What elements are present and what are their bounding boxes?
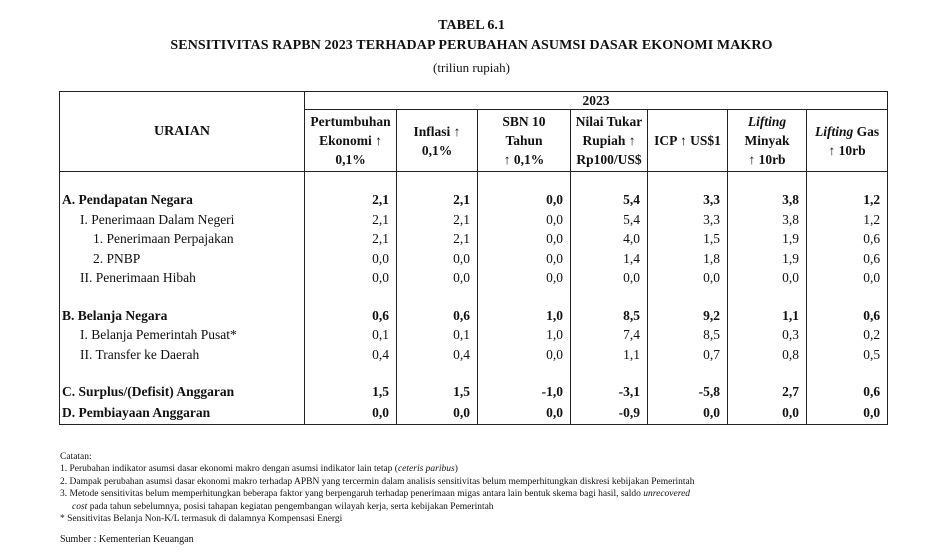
table-cell: 0,0 [478, 268, 571, 288]
note-3: 3. Metode sensitivitas belum memperhitungkan beberapa faktor yang berpengaruh terhadap penerimaan migas antara lain bentuk skema bagi hasil, saldo unrecovered [60, 489, 691, 500]
table-cell: 0,0 [478, 210, 571, 230]
table-row [60, 210, 888, 230]
table-row [60, 345, 888, 365]
table-cell: 1,0 [478, 306, 571, 326]
table-cell: 1,8 [648, 249, 728, 269]
row-label: D. Pembiayaan Anggaran [60, 402, 305, 425]
table-cell: 1,5 [648, 229, 728, 249]
table-row [60, 249, 888, 269]
table-cell: 0,0 [305, 268, 397, 288]
table-cell: -5,8 [648, 382, 728, 402]
table-cell: 0,0 [478, 402, 571, 425]
table-cell: 2,7 [728, 382, 807, 402]
note-1: 1. Perubahan indikator asumsi dasar ekonomi makro dengan asumsi indikator lain tetap (ceteris paribus) [60, 464, 458, 475]
row-label: B. Belanja Negara [60, 306, 305, 326]
sensitivity-table [59, 91, 888, 425]
header-lifting-gas: Lifting Gas ↑ 10rb [807, 110, 888, 172]
table-cell: 0,3 [728, 325, 807, 345]
table-cell: -0,9 [571, 402, 648, 425]
table-cell: 0,0 [478, 345, 571, 365]
table-cell: 0,6 [397, 306, 478, 326]
table-cell: 0,0 [807, 402, 888, 425]
table-row [60, 190, 888, 210]
table-cell: 0,5 [807, 345, 888, 365]
table-cell: 1,5 [305, 382, 397, 402]
table-cell: 0,0 [728, 268, 807, 288]
row-label: I. Penerimaan Dalam Negeri [60, 210, 305, 230]
header-sbn: SBN 10 Tahun ↑ 0,1% [478, 110, 571, 172]
table-cell: 1,2 [807, 190, 888, 210]
table-cell: 4,0 [571, 229, 648, 249]
row-label: II. Transfer ke Daerah [60, 345, 305, 365]
row-label: I. Belanja Pemerintah Pusat* [60, 325, 305, 345]
table-cell: 5,4 [571, 190, 648, 210]
table-cell: 2,1 [397, 190, 478, 210]
notes-heading: Catatan: [60, 452, 92, 462]
header-icp: ICP ↑ US$1 [648, 110, 728, 172]
table-row [60, 325, 888, 345]
table-cell: 0,0 [648, 402, 728, 425]
table-cell: 1,2 [807, 210, 888, 230]
table-cell: 0,1 [397, 325, 478, 345]
table-cell: 0,0 [571, 268, 648, 288]
table-cell: 2,1 [305, 190, 397, 210]
table-row [60, 229, 888, 249]
table-row [60, 402, 888, 425]
table-cell: 1,4 [571, 249, 648, 269]
table-cell: 7,4 [571, 325, 648, 345]
note-star: * Sensitivitas Belanja Non-K/L termasuk di dalamnya Kompensasi Energi [60, 514, 343, 525]
table-row [60, 268, 888, 288]
table-cell: 0,8 [728, 345, 807, 365]
table-title: SENSITIVITAS RAPBN 2023 TERHADAP PERUBAHAN ASUMSI DASAR EKONOMI MAKRO [170, 38, 773, 53]
table-cell: 1,9 [728, 249, 807, 269]
row-label: 1. Penerimaan Perpajakan [60, 229, 305, 249]
table-cell: -3,1 [571, 382, 648, 402]
table-cell: 9,2 [648, 306, 728, 326]
table-body [60, 172, 888, 425]
table-number: TABEL 6.1 [438, 18, 505, 33]
table-row [60, 306, 888, 326]
table-cell: 0,7 [648, 345, 728, 365]
table-cell: 8,5 [648, 325, 728, 345]
table-cell: 0,0 [478, 229, 571, 249]
header-inflation: Inflasi ↑ 0,1% [397, 110, 478, 172]
header-year: 2023 [305, 92, 888, 110]
spacer-row [60, 288, 888, 306]
table-cell: 0,0 [648, 268, 728, 288]
table-cell: 0,6 [807, 249, 888, 269]
header-exchange-rate: Nilai Tukar Rupiah ↑ Rp100/US$ [571, 110, 648, 172]
table-cell: 0,0 [728, 402, 807, 425]
table-cell: 0,0 [397, 402, 478, 425]
table-cell: 3,8 [728, 210, 807, 230]
table-cell: 3,3 [648, 190, 728, 210]
table-cell: 1,9 [728, 229, 807, 249]
note-3-continued: cost pada tahun sebelumnya, posisi tahapan kegiatan pengembangan wilayah kerja, serta kebijakan Pemerintah [72, 501, 494, 512]
row-label: C. Surplus/(Defisit) Anggaran [60, 382, 305, 402]
table-cell: 1,1 [728, 306, 807, 326]
header-lifting-oil: Lifting Minyak ↑ 10rb [728, 110, 807, 172]
table-cell: 0,0 [397, 249, 478, 269]
table-cell: 3,3 [648, 210, 728, 230]
table-cell: 0,0 [807, 268, 888, 288]
table-cell: 0,4 [305, 345, 397, 365]
table-cell: 0,4 [397, 345, 478, 365]
table-cell: 0,0 [397, 268, 478, 288]
table-cell: 1,0 [478, 325, 571, 345]
table-cell: 0,0 [478, 190, 571, 210]
table-cell: 1,1 [571, 345, 648, 365]
table-cell: 0,0 [478, 249, 571, 269]
spacer-row [60, 364, 888, 382]
table-cell: 0,6 [807, 229, 888, 249]
header-growth: Pertumbuhan Ekonomi ↑ 0,1% [305, 110, 397, 172]
table-row [60, 382, 888, 402]
table-cell: 0,2 [807, 325, 888, 345]
source-note: Sumber : Kementerian Keuangan [60, 534, 194, 545]
table-cell: 1,5 [397, 382, 478, 402]
table-cell: 0,6 [807, 382, 888, 402]
table-cell: 0,6 [807, 306, 888, 326]
table-cell: -1,0 [478, 382, 571, 402]
table-cell: 0,0 [305, 249, 397, 269]
table-cell: 0,1 [305, 325, 397, 345]
row-label: A. Pendapatan Negara [60, 190, 305, 210]
table-cell: 0,6 [305, 306, 397, 326]
spacer-row [60, 172, 888, 191]
table-cell: 5,4 [571, 210, 648, 230]
row-label: 2. PNBP [60, 249, 305, 269]
table-cell: 2,1 [305, 229, 397, 249]
table-cell: 3,8 [728, 190, 807, 210]
notes [60, 451, 920, 525]
table-cell: 2,1 [305, 210, 397, 230]
table-cell: 0,0 [305, 402, 397, 425]
unit-label: (triliun rupiah) [433, 60, 510, 75]
table-cell: 8,5 [571, 306, 648, 326]
table-cell: 2,1 [397, 210, 478, 230]
row-label: II. Penerimaan Hibah [60, 268, 305, 288]
table-cell: 2,1 [397, 229, 478, 249]
header-uraian: URAIAN [60, 92, 305, 172]
note-2: 2. Dampak perubahan asumsi dasar ekonomi makro terhadap APBN yang tercermin dalam analisis sensitivitas belum memperhitungkan diskresi kebijakan Pemerintah [60, 476, 695, 487]
